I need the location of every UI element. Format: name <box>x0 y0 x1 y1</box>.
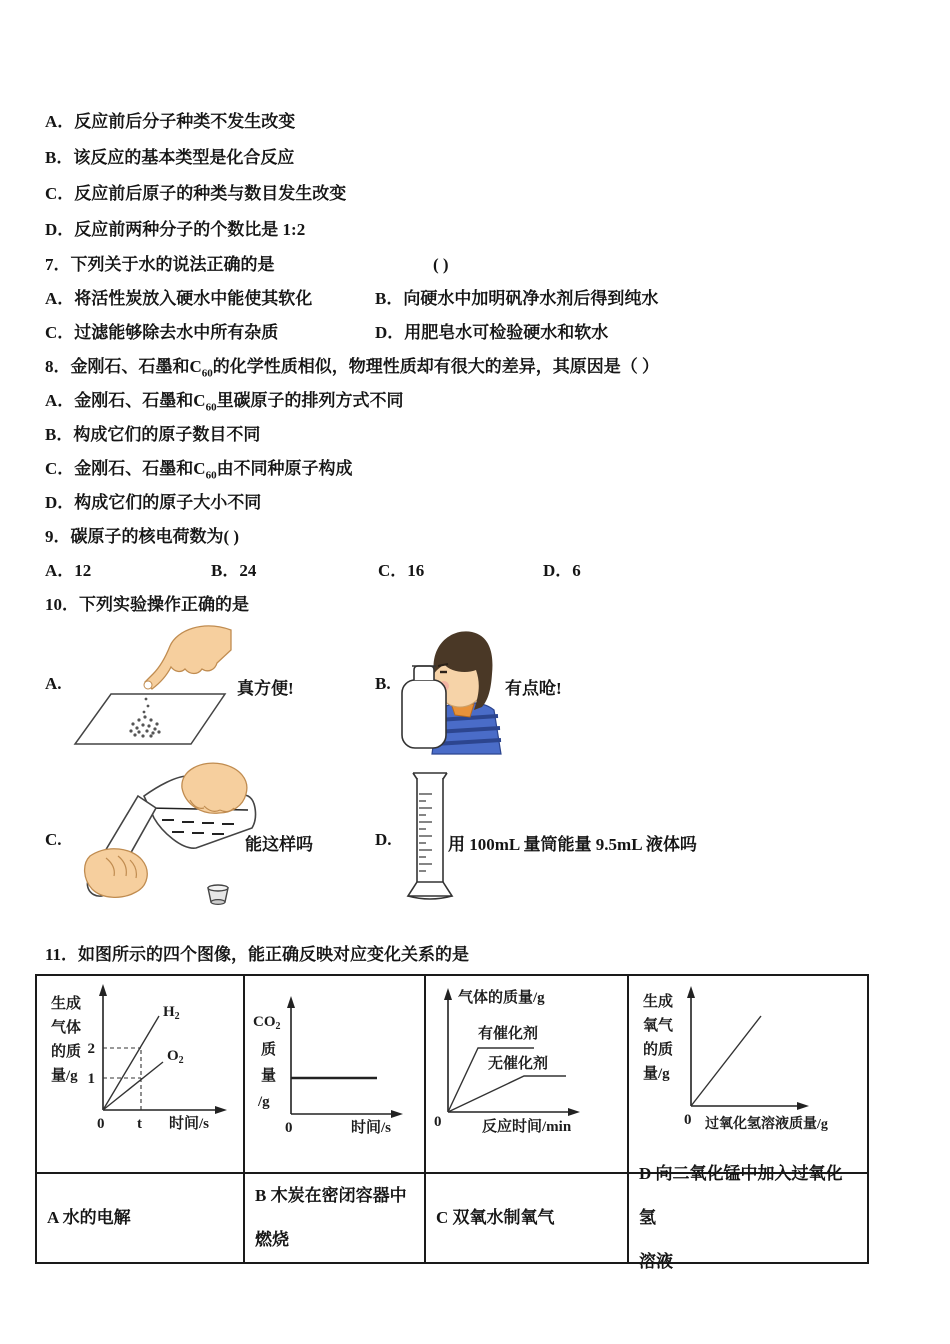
option-label: A． <box>45 112 75 131</box>
q6-option-c <box>45 176 915 212</box>
option-text: 反应前后原子的种类与数目发生改变 <box>74 184 347 203</box>
glass-stopper <box>208 885 228 904</box>
question-stem: 8．金刚石、石墨和C <box>45 357 202 376</box>
chart-a-electrolysis-of-water <box>37 976 243 1172</box>
chart-c-h2o2-oxygen <box>426 976 627 1172</box>
y-axis-arrow <box>287 996 295 1008</box>
q7-option-a: A．将活性炭放入硬水中能使其软化 <box>45 289 313 308</box>
svg-text:/g: /g <box>258 1094 270 1110</box>
caption-d-cell <box>629 1164 867 1271</box>
svg-text:的质: 的质 <box>51 1044 82 1060</box>
option-text: B．构成它们的原子数目不同 <box>45 425 261 444</box>
chart-b-cell <box>245 976 426 1174</box>
q10-caption-c: 能这样吗 <box>245 835 313 854</box>
y-axis-arrow <box>99 984 107 996</box>
q6-option-b <box>45 140 915 176</box>
svg-text:量/g: 量/g <box>51 1068 78 1084</box>
svg-text:时间/s: 时间/s <box>351 1120 392 1136</box>
q9-stem <box>45 520 915 554</box>
subscript: 60 <box>205 401 217 414</box>
q8-stem <box>45 350 915 384</box>
svg-text:质: 质 <box>261 1042 277 1058</box>
oxygen-mass-line <box>691 1016 761 1106</box>
svg-text:气体的质量/g: 气体的质量/g <box>458 990 545 1006</box>
question-stem: 7．下列关于水的说法正确的是 <box>45 255 275 274</box>
x-axis-arrow <box>391 1110 403 1118</box>
q9-options-row <box>45 554 915 588</box>
pinched-fingertip <box>144 681 152 689</box>
option-label: C． <box>45 184 75 203</box>
svg-text:0: 0 <box>434 1114 442 1130</box>
q10-caption-d: 用 100mL 量筒能量 9.5mL 液体吗 <box>448 835 697 854</box>
q10-stem <box>45 588 915 622</box>
q7-option-c: C．过滤能够除去水中所有杂质 <box>45 323 279 342</box>
svg-text:的质: 的质 <box>643 1042 674 1058</box>
without-catalyst-line <box>448 1076 566 1112</box>
option-text: 该反应的基本类型是化合反应 <box>73 148 295 167</box>
q8-option-a <box>45 384 915 418</box>
caption-b-line1: B 木炭在密闭容器中 <box>255 1186 407 1205</box>
question-stem: 10．下列实验操作正确的是 <box>45 595 249 614</box>
q9-option-a: A．12 <box>45 561 92 580</box>
q10-label-d: D. <box>375 830 392 849</box>
answer-parentheses: ( ) <box>433 255 449 274</box>
chart-d-mno2-h2o2 <box>629 976 865 1172</box>
y-axis-arrow <box>444 988 452 1000</box>
svg-text:0: 0 <box>684 1112 692 1128</box>
caption-c-cell <box>426 1174 629 1262</box>
option-text: D．构成它们的原子大小不同 <box>45 493 262 512</box>
question-stem: 9．碳原子的核电荷数为( ) <box>45 527 240 546</box>
svg-text:气体: 气体 <box>51 1020 82 1036</box>
caption-d-line1: D 向二氧化锰中加入过氧化氢 <box>639 1164 843 1227</box>
q10-illustration-row-1 <box>45 622 915 760</box>
option-text: 反应前两种分子的个数比是 1:2 <box>74 220 306 239</box>
option-label: B． <box>45 148 74 167</box>
q10-label-a: A. <box>45 674 62 693</box>
q9-option-d: D．6 <box>543 561 581 580</box>
x-axis-arrow <box>568 1108 580 1116</box>
svg-text:t: t <box>137 1116 142 1132</box>
q11-graph-table <box>35 974 869 1271</box>
q11-stem <box>45 938 915 972</box>
x-axis-arrow <box>215 1106 227 1114</box>
q6-option-a <box>45 104 915 140</box>
svg-text:H2: $H_2$ <box>163 1004 180 1022</box>
q10-caption-a: 真方便! <box>237 679 294 698</box>
option-text: 反应前后分子种类不发生改变 <box>74 112 296 131</box>
q7-options-row-1 <box>45 282 915 316</box>
svg-text:CO2: $CO_2$ <box>253 1014 281 1032</box>
q7-options-row-2 <box>45 316 915 350</box>
option-label: D． <box>45 220 75 239</box>
q9-option-b: B．24 <box>211 561 257 580</box>
boy-smelling-bottle-illustration <box>398 622 508 756</box>
svg-text:生成: 生成 <box>643 994 674 1010</box>
svg-text:2: 2 <box>87 1041 95 1057</box>
caption-b-cell <box>245 1174 426 1262</box>
q10-caption-b: 有点呛! <box>505 679 562 698</box>
svg-text:时间/s: 时间/s <box>169 1116 210 1132</box>
q8-option-c <box>45 452 915 486</box>
chart-d-cell <box>629 976 867 1174</box>
q10-label-c: C. <box>45 830 62 849</box>
q8-option-b <box>45 418 915 452</box>
q7-option-b: B．向硬水中加明矾净水剂后得到纯水 <box>375 289 659 308</box>
left-hand <box>85 849 148 898</box>
svg-text:1: 1 <box>87 1071 95 1087</box>
svg-text:有催化剂: 有催化剂 <box>478 1026 539 1042</box>
q8-option-d <box>45 486 915 520</box>
h2-line <box>103 1016 159 1110</box>
exam-page <box>45 104 915 1271</box>
x-axis-arrow <box>797 1102 809 1110</box>
svg-text:无催化剂: 无催化剂 <box>488 1056 549 1072</box>
caption-a-cell <box>37 1174 245 1262</box>
svg-text:0: 0 <box>285 1120 293 1136</box>
q7-option-d: D．用肥皂水可检验硬水和软水 <box>375 323 609 342</box>
q6-option-d <box>45 212 915 248</box>
y-axis-arrow <box>687 986 695 998</box>
caption-a: A 水的电解 <box>47 1208 131 1227</box>
option-text: A．金刚石、石墨和C <box>45 391 206 410</box>
hand <box>145 626 231 689</box>
svg-text:氧气: 氧气 <box>643 1018 674 1034</box>
caption-c: C 双氧水制氧气 <box>436 1208 555 1227</box>
chart-a-cell <box>37 976 245 1174</box>
pouring-liquid-illustration <box>62 760 272 922</box>
question-stem: 11．如图所示的四个图像，能正确反映对应变化关系的是 <box>45 945 470 964</box>
q10-label-b: B. <box>375 674 391 693</box>
q9-option-c: C．16 <box>378 561 425 580</box>
sprinkle-powder-illustration <box>73 624 238 749</box>
svg-text:反应时间/min: 反应时间/min <box>482 1119 572 1135</box>
q7-stem <box>45 248 915 282</box>
option-text: 里碳原子的排列方式不同 <box>216 391 404 410</box>
svg-text:过氧化氢溶液质量/g: 过氧化氢溶液质量/g <box>705 1117 828 1132</box>
cylinder-graduations <box>419 794 432 871</box>
subscript: 60 <box>205 469 217 482</box>
svg-text:O2: $O_2$ <box>167 1048 184 1066</box>
svg-text:量/g: 量/g <box>643 1066 670 1082</box>
chart-b-charcoal-closed-container <box>245 976 424 1172</box>
option-text: C．金刚石、石墨和C <box>45 459 206 478</box>
svg-text:量: 量 <box>261 1068 277 1084</box>
q10-illustration-row-2 <box>45 760 915 928</box>
svg-text:生成: 生成 <box>51 996 82 1012</box>
caption-b-line2: 燃烧 <box>255 1230 289 1249</box>
subscript: 60 <box>201 367 213 380</box>
option-text: 由不同种原子构成 <box>216 459 353 478</box>
svg-text:0: 0 <box>97 1116 105 1132</box>
o2-line <box>103 1062 163 1110</box>
chart-c-cell <box>426 976 629 1174</box>
caption-d-line2: 溶液 <box>639 1252 673 1271</box>
question-stem: 的化学性质相似，物理性质却有很大的差异，其原因是（ ） <box>212 357 660 376</box>
